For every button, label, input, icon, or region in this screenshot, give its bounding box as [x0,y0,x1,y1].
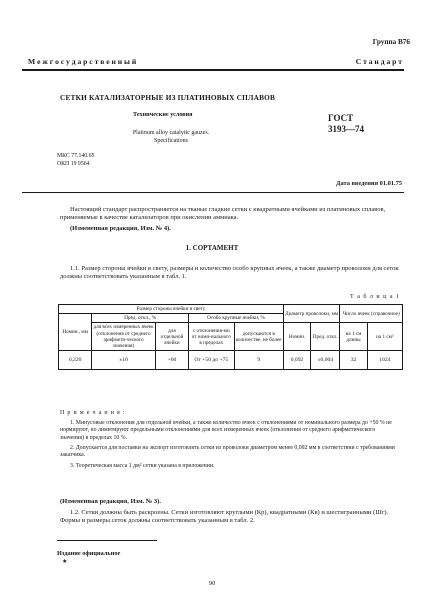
header-rule [22,69,404,71]
notes-heading: П р и м е ч а н и я : [60,410,126,416]
english-title [131,129,211,145]
edition-note-1: (Измененная редакция, Изм. № 4). [70,225,171,232]
gost-label: ГОСТ [328,113,354,123]
section-heading: 1. СОРТАМЕНТ [185,244,239,252]
paragraph-1-2: 1.2. Сетки должны быть раскроены. Сетки изготовляют круглыми (Кр), квадратными (Кв) и шестигранными (Шг). Формы и размеры сеток должны соответствовать указанным в табл. 2. [60,509,389,524]
th-for-single: для отдельной ячейки [155,323,188,351]
standard-header-left: М е ж г о с у д а р с т в е н н ы й [28,57,137,66]
group-label: Группа В76 [372,38,410,46]
th-nomin: Номин. [283,323,310,351]
th-large-cells: Особо крупные ячейки, % [189,314,284,323]
english-title-line-1: Platinum alloy catalytic gauzes. [132,130,210,136]
intro-paragraph: Настоящий стандарт распространяется на тканые гладкие сетки с квадратными ячейками из платиновых сплавов, применяемые в качестве катализаторов при окислении аммиака. [60,206,386,221]
spec-table [58,304,403,370]
okp-code: ОКП 19 9564 [57,160,90,167]
standard-header [28,57,402,66]
th-allowed: допускаются в количестве, не более [234,323,283,351]
table-caption: Т а б л и ц а 1 [350,294,400,300]
note-2: 2. Допускается для поставки на экспорт изготовлять сетки из проволоки диаметром менее 0,092 мм в соответствии с требованиями заказчика. [60,445,395,459]
cell-allowed: 9 [234,351,283,370]
standard-header-right: С т а н д а р т [355,57,402,66]
cell-diameter-tol: ±0,004 [311,351,340,370]
th-diameter: Диаметр проволоки, мм [283,305,339,323]
cell-nominal: 0,220 [59,351,92,370]
paragraph-1-1: 1.1. Размер стороны ячейки в свету, размеры и количество особо крупных ячеек, а также диаметр проволоки для сеток должны соответствовать указанным в табл. 1. [60,265,399,280]
gost-number [328,113,364,135]
gost-code: 3193—74 [328,124,364,134]
table-row [59,351,403,370]
note-3: 3. Теоретическая масса 1 дм² сетки указана в приложении. [70,463,215,469]
document-title: СЕТКИ КАТАЛИЗАТОРНЫЕ ИЗ ПЛАТИНОВЫХ СПЛАВОВ [60,93,276,102]
th-per-cm: на 1 см длины [340,323,367,351]
th-count: Число ячеек (справочное) [340,305,403,323]
th-for-all: для всех измеренных ячеек (отклонения от среднего арифмети-ческого значения) [93,324,154,350]
star-icon: ★ [62,559,68,565]
cell-per-cm2: 1024 [367,351,402,370]
th-per-cm2: на 1 см² [367,323,402,351]
note-1: 1. Минусовые отклонения для отдельной ячейки, а также количество ячеек с отклонениями от номинального размера до +50 % не нормируют, но лимитируют предельными отклонениями для всех измеренных ячеек (отклонения от среднего арифметического значения) в пределах 10 %. [60,420,392,441]
official-edition: Издание официальное [57,550,121,557]
mks-code: МКС 77.140.65 [57,153,95,159]
th-nominal-mm: Номин., мм [59,314,92,351]
footer-rule [57,540,157,541]
classification-codes [57,153,94,168]
date-rule [22,192,404,193]
edition-note-2: (Измененная редакция, Изм. № 3). [60,498,161,505]
document-subtitle: Технические условия [133,111,193,118]
th-mesh-size: Размер стороны ячейки в свету [59,305,284,314]
th-pred-otkl: Пред. откл. [311,323,340,351]
english-title-line-2: Specifications [154,138,188,144]
introduction-date: Дата введения 01.01.75 [336,180,402,187]
cell-diameter: 0,092 [283,351,310,370]
th-deviation: с отклонения-ми от номи-нального в пределах [189,323,234,351]
page-number: 90 [208,580,216,587]
cell-for-single: +60 [155,351,188,370]
cell-deviation: От +50 до +75 [189,351,234,370]
th-pred-otkl-pct: Пред. откл., % [92,314,189,323]
cell-for-all: ±10 [92,351,156,370]
cell-per-cm: 32 [340,351,367,370]
